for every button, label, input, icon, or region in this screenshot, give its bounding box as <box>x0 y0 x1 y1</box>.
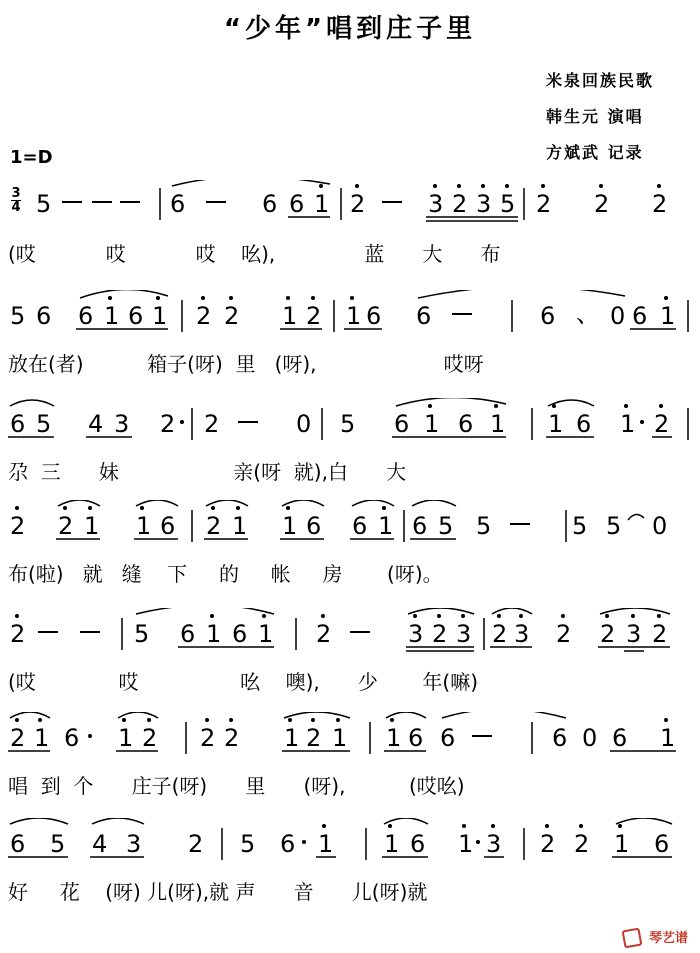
svg-text:4: 4 <box>92 830 108 858</box>
svg-text:5: 5 <box>240 830 256 858</box>
svg-text:6: 6 <box>366 302 382 330</box>
svg-text:1: 1 <box>424 410 440 438</box>
svg-text:5: 5 <box>340 410 356 438</box>
svg-text:6: 6 <box>289 190 305 218</box>
svg-text:6: 6 <box>180 620 196 648</box>
svg-text:5: 5 <box>134 620 150 648</box>
svg-text:1: 1 <box>84 512 100 540</box>
svg-text:1: 1 <box>282 302 298 330</box>
svg-text:6: 6 <box>232 620 248 648</box>
svg-text:3: 3 <box>486 830 502 858</box>
svg-text:2: 2 <box>58 512 74 540</box>
svg-text:3: 3 <box>456 620 472 648</box>
svg-text:2: 2 <box>224 724 240 752</box>
svg-text:2: 2 <box>10 512 26 540</box>
key-signature: 1=D <box>10 147 53 168</box>
svg-text:2: 2 <box>492 620 508 648</box>
lyrics-line-1: (哎 哎 哎 吆), 蓝 大 布 <box>8 242 501 266</box>
svg-text:6: 6 <box>410 830 426 858</box>
svg-text:6: 6 <box>394 410 410 438</box>
svg-text:5: 5 <box>36 190 52 218</box>
svg-text:6: 6 <box>412 512 428 540</box>
svg-text:1: 1 <box>458 830 474 858</box>
svg-text:6: 6 <box>416 302 432 330</box>
song-title: “少年”唱到庄子里 <box>223 14 477 44</box>
svg-text:5: 5 <box>438 512 454 540</box>
lyrics-line-2: 放在(者) 箱子(呀) 里 (呀), 哎呀 <box>8 352 484 376</box>
svg-text:2: 2 <box>196 302 212 330</box>
svg-text:2: 2 <box>10 620 26 648</box>
svg-text:1: 1 <box>206 620 222 648</box>
svg-text:2: 2 <box>536 190 552 218</box>
svg-text:1: 1 <box>660 724 676 752</box>
svg-text:6: 6 <box>78 302 94 330</box>
svg-text:2: 2 <box>652 620 668 648</box>
svg-text:5: 5 <box>476 512 492 540</box>
svg-text:1: 1 <box>314 190 330 218</box>
recorder-label: 方斌武 记录 <box>546 143 644 162</box>
lyrics-line-3: 尕 三 妹 亲(呀 就),白 大 <box>8 460 407 484</box>
svg-text:3: 3 <box>114 410 130 438</box>
svg-text:2: 2 <box>10 724 26 752</box>
svg-text:6: 6 <box>160 512 176 540</box>
svg-text:1: 1 <box>378 512 394 540</box>
time-signature-bottom: 4 <box>11 200 21 215</box>
svg-text:6: 6 <box>262 190 278 218</box>
svg-text:5: 5 <box>50 830 66 858</box>
svg-text:3: 3 <box>408 620 424 648</box>
svg-text:2: 2 <box>188 830 204 858</box>
svg-text:5: 5 <box>36 410 52 438</box>
svg-text:1: 1 <box>318 830 334 858</box>
svg-text:6: 6 <box>632 302 648 330</box>
svg-text:2: 2 <box>652 190 668 218</box>
svg-text:1: 1 <box>614 830 630 858</box>
svg-text:、: 、 <box>576 300 600 328</box>
svg-text:1: 1 <box>346 302 362 330</box>
svg-text:6: 6 <box>552 724 568 752</box>
svg-text:1: 1 <box>384 830 400 858</box>
lyrics-line-4: 布(啦) 就 缝 下 的 帐 房 (呀)。 <box>8 562 443 586</box>
svg-text:2: 2 <box>654 410 670 438</box>
svg-text:6: 6 <box>64 724 80 752</box>
svg-text:1: 1 <box>118 724 134 752</box>
svg-text:6: 6 <box>576 410 592 438</box>
svg-text:5: 5 <box>10 302 26 330</box>
svg-text:2: 2 <box>206 512 222 540</box>
svg-text:2: 2 <box>600 620 616 648</box>
svg-text:6: 6 <box>36 302 52 330</box>
svg-text:1: 1 <box>660 302 676 330</box>
svg-text:2: 2 <box>540 830 556 858</box>
svg-text:6: 6 <box>170 190 186 218</box>
svg-text:3: 3 <box>126 830 142 858</box>
watermark-logo-icon <box>622 928 643 949</box>
svg-text:2: 2 <box>204 410 220 438</box>
svg-text:2: 2 <box>142 724 158 752</box>
svg-text:6: 6 <box>10 410 26 438</box>
lyrics-line-7: 好 花 (呀) 儿(呀),就 声 音 儿(呀)就 <box>8 880 428 904</box>
svg-text:5: 5 <box>500 190 516 218</box>
svg-text:1: 1 <box>152 302 168 330</box>
svg-text:6: 6 <box>10 830 26 858</box>
svg-text:2: 2 <box>350 190 366 218</box>
svg-text:1: 1 <box>548 410 564 438</box>
svg-text:5: 5 <box>572 512 588 540</box>
svg-text:6: 6 <box>306 512 322 540</box>
svg-text:2: 2 <box>160 410 176 438</box>
svg-text:3: 3 <box>476 190 492 218</box>
svg-text:6: 6 <box>540 302 556 330</box>
svg-text:2: 2 <box>306 724 322 752</box>
svg-text:4: 4 <box>88 410 104 438</box>
svg-text:1: 1 <box>232 512 248 540</box>
watermark <box>623 927 688 948</box>
svg-text:6: 6 <box>128 302 144 330</box>
svg-text:1: 1 <box>282 512 298 540</box>
svg-text:1: 1 <box>284 724 300 752</box>
performer-label: 韩生元 演唱 <box>546 107 644 126</box>
svg-text:2: 2 <box>574 830 590 858</box>
svg-text:6: 6 <box>440 724 456 752</box>
svg-text:6: 6 <box>458 410 474 438</box>
svg-text:2: 2 <box>594 190 610 218</box>
svg-text:6: 6 <box>408 724 424 752</box>
lyrics-line-5: (哎 哎 吆 噢), 少 年(嘛) <box>8 670 479 694</box>
svg-text:2: 2 <box>306 302 322 330</box>
lyrics-line-6: 唱 到 个 庄子(呀) 里 (呀), (哎吆) <box>8 774 465 798</box>
svg-text:0: 0 <box>296 410 312 438</box>
svg-text:2: 2 <box>432 620 448 648</box>
svg-text:1: 1 <box>386 724 402 752</box>
svg-text:1: 1 <box>104 302 120 330</box>
svg-text:1: 1 <box>332 724 348 752</box>
svg-text:6: 6 <box>352 512 368 540</box>
svg-text:1: 1 <box>34 724 50 752</box>
svg-text:1: 1 <box>490 410 506 438</box>
svg-text:1: 1 <box>136 512 152 540</box>
svg-text:1: 1 <box>620 410 636 438</box>
svg-text:5: 5 <box>606 512 622 540</box>
svg-text:3: 3 <box>428 190 444 218</box>
svg-text:2: 2 <box>316 620 332 648</box>
svg-text:0: 0 <box>610 302 626 330</box>
svg-text:6: 6 <box>654 830 670 858</box>
genre-label: 米泉回族民歌 <box>546 71 655 90</box>
svg-text:2: 2 <box>452 190 468 218</box>
time-signature-top: 3 <box>11 186 21 201</box>
svg-text:6: 6 <box>280 830 296 858</box>
svg-text:0: 0 <box>652 512 668 540</box>
svg-text:1: 1 <box>258 620 274 648</box>
svg-text:0: 0 <box>582 724 598 752</box>
svg-text:3: 3 <box>514 620 530 648</box>
svg-text:6: 6 <box>612 724 628 752</box>
svg-text:2: 2 <box>556 620 572 648</box>
svg-text:2: 2 <box>200 724 216 752</box>
watermark-text: 琴艺谱 <box>648 930 688 946</box>
svg-text:3: 3 <box>626 620 642 648</box>
svg-text:2: 2 <box>224 302 240 330</box>
